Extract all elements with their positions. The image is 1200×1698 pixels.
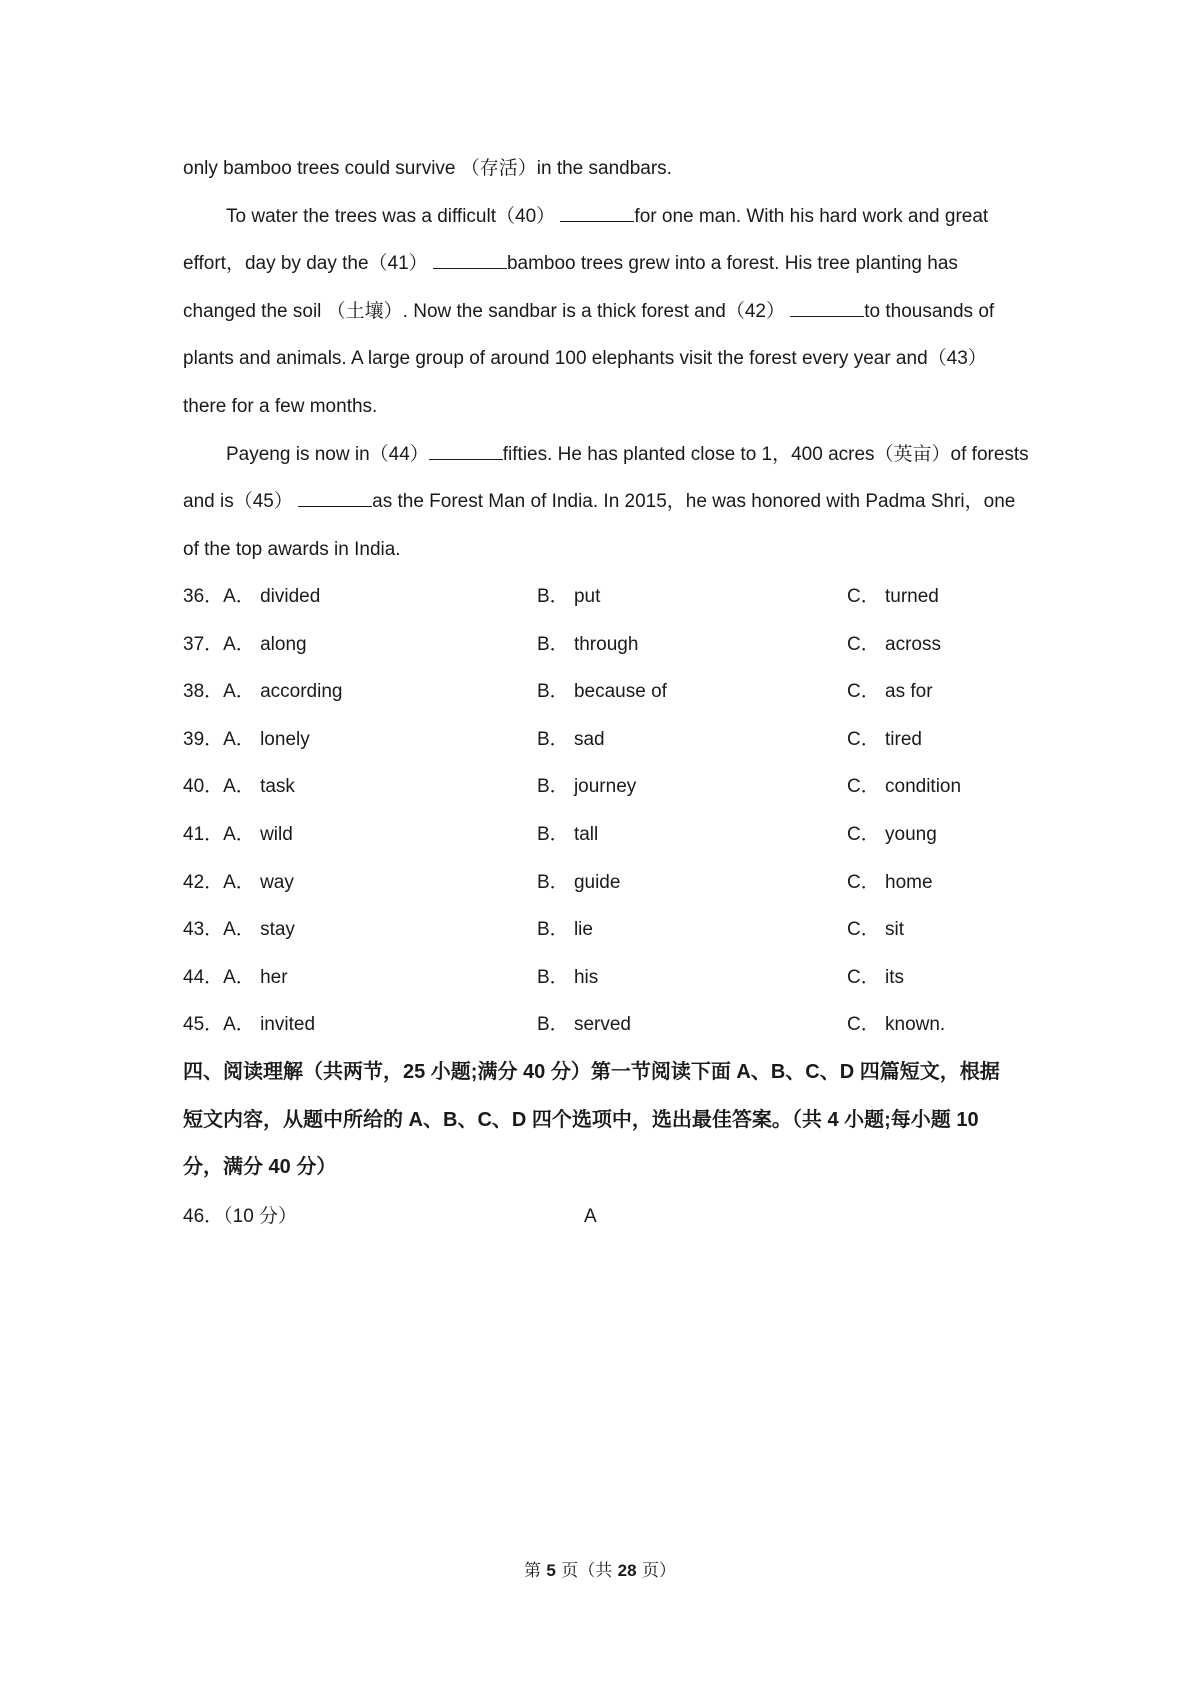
passage-line <box>183 431 1028 479</box>
text: bamboo trees grew into a forest. His tree planting has <box>506 253 958 275</box>
option-b: B． guide <box>537 871 621 893</box>
option-c: C． sit <box>847 919 905 941</box>
total-pages: 28 <box>617 1561 637 1580</box>
option-row <box>183 954 1028 1002</box>
section-heading <box>183 1049 1028 1192</box>
text: and is（45） <box>183 491 293 513</box>
text: 四、阅读理解（共两节，25 小题;满分 40 分）第一节阅读下面 A、B、C、D 四篇短文，根据 <box>183 1061 1000 1083</box>
text: Payeng is now in（44） <box>226 443 429 465</box>
answer-blank <box>429 439 503 460</box>
option-c: C． known. <box>847 1014 946 1036</box>
answer-blank <box>560 201 634 222</box>
passage-letter: A <box>584 1206 597 1227</box>
text: 页（共 <box>561 1561 613 1581</box>
section-line <box>183 1097 1028 1145</box>
passage-line: only bamboo trees could survive （存活）in the sandbars. <box>183 158 672 179</box>
option-b: B． sad <box>537 728 605 750</box>
section-line <box>183 1049 1028 1097</box>
text: To water the trees was a difficult（40） <box>226 205 556 227</box>
text: changed the soil （土壤）. Now the sandbar is a thick forest and（42） <box>183 300 785 322</box>
question-number: 46．（10 分） <box>183 1206 298 1227</box>
option-b: B． his <box>537 966 599 988</box>
passage-line: there for a few months. <box>183 395 378 417</box>
passage-line: plants and animals. A large group of around 100 elephants visit the forest every year and（43） <box>183 348 987 370</box>
section-line: 分，满分 40 分） <box>183 1156 337 1179</box>
passage-line <box>183 240 1028 288</box>
text: effort，day by day the（41） <box>183 253 428 275</box>
option-c: C． home <box>847 871 933 893</box>
answer-blank <box>790 296 864 317</box>
option-a: 39．A． lonely <box>183 728 310 750</box>
passage <box>183 145 1028 573</box>
option-a: 44．A． her <box>183 966 288 988</box>
text: to thousands of <box>864 300 995 322</box>
option-b: B． because of <box>537 681 667 703</box>
option-row <box>183 906 1028 954</box>
option-c: C． its <box>847 966 905 988</box>
option-row <box>183 763 1028 811</box>
passage-line <box>183 288 1028 336</box>
option-c: C． turned <box>847 586 939 607</box>
option-a: 38．A． according <box>183 681 343 703</box>
option-c: C． as for <box>847 681 933 703</box>
option-c: C． young <box>847 823 937 845</box>
options-list <box>183 573 1028 1049</box>
answer-blank <box>298 486 372 507</box>
option-a: 36．A． divided <box>183 586 321 607</box>
option-b: B． served <box>537 1014 631 1036</box>
option-b: B． journey <box>537 776 637 798</box>
option-a: 41．A． wild <box>183 823 293 845</box>
option-a: 45．A． invited <box>183 1014 316 1036</box>
option-a: 43．A． stay <box>183 919 295 941</box>
option-row <box>183 573 1028 621</box>
option-row <box>183 1001 1028 1049</box>
option-c: C． tired <box>847 728 922 750</box>
option-row <box>183 716 1028 764</box>
passage-line: of the top awards in India. <box>183 538 401 560</box>
option-a: 37．A． along <box>183 633 307 655</box>
text: fifties. He has planted close to 1，400 acres（英亩）of forests <box>502 443 1029 465</box>
option-b: B． lie <box>537 919 593 941</box>
option-row <box>183 811 1028 859</box>
text: as the Forest Man of India. In 2015，he was honored with Padma Shri，one <box>372 491 1016 513</box>
option-b: B． tall <box>537 823 599 845</box>
option-c: C． across <box>847 633 941 655</box>
text: 页） <box>642 1561 676 1581</box>
page-footer <box>0 1556 1200 1581</box>
option-row <box>183 621 1028 669</box>
text: for one man. With his hard work and great <box>634 205 989 227</box>
option-a: 42．A． way <box>183 871 294 893</box>
text: 第 <box>523 1561 541 1581</box>
option-b: B． through <box>537 633 639 655</box>
text: 短文内容，从题中所给的 A、B、C、D 四个选项中，选出最佳答案。（共 4 小题;每小题 10 <box>183 1108 979 1131</box>
option-row <box>183 859 1028 907</box>
answer-blank <box>433 248 507 269</box>
option-c: C． condition <box>847 776 962 798</box>
option-b: B． put <box>537 586 601 607</box>
option-a: 40．A． task <box>183 776 295 798</box>
page-number: 5 <box>546 1561 556 1580</box>
passage-line <box>183 478 1028 526</box>
passage-line <box>183 193 1028 241</box>
option-row <box>183 668 1028 716</box>
